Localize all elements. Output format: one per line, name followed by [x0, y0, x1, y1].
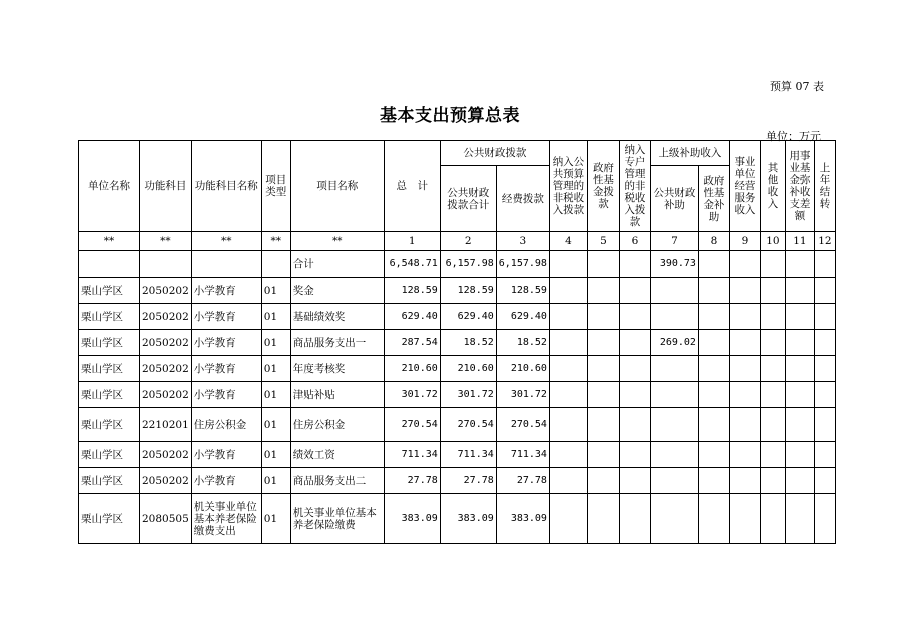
- fund-gap-cell: [785, 442, 814, 468]
- public-fin-total-cell: 711.34: [440, 442, 496, 468]
- other-cell: [760, 304, 785, 330]
- gov-fund-cell: [587, 330, 619, 356]
- header-upper-subsidy: 上级补助收入: [650, 141, 729, 166]
- unit-cell: 栗山学区: [79, 304, 140, 330]
- funding-cell: 128.59: [496, 278, 549, 304]
- operating-cell: [729, 382, 760, 408]
- header-other: 其他收入: [760, 141, 785, 232]
- special-nontax-cell: [619, 408, 650, 442]
- func-name-cell: 小学教育: [191, 468, 261, 494]
- special-nontax-cell: [619, 330, 650, 356]
- unit-cell: 栗山学区: [79, 356, 140, 382]
- total-cell: 27.78: [384, 468, 440, 494]
- unit-cell: 栗山学区: [79, 408, 140, 442]
- upper-gov-fund-cell: [698, 494, 729, 544]
- public-fin-total-cell: 27.78: [440, 468, 496, 494]
- header-total: 总 计: [384, 141, 440, 232]
- index-cell: 3: [496, 232, 549, 251]
- item-type-cell: 01: [261, 382, 290, 408]
- item-type-cell: 01: [261, 408, 290, 442]
- index-cell: **: [140, 232, 192, 251]
- table-row: [79, 408, 836, 442]
- header-public-fin: 公共财政拨款: [440, 141, 549, 166]
- header-func-code: 功能科目: [140, 141, 192, 232]
- func-code-cell: 2050202: [140, 278, 192, 304]
- func-name-cell: 机关事业单位基本养老保险缴费支出: [191, 494, 261, 544]
- item-type-cell: 01: [261, 442, 290, 468]
- operating-cell: [729, 304, 760, 330]
- public-fin-total-cell: 210.60: [440, 356, 496, 382]
- func-name-cell: 小学教育: [191, 382, 261, 408]
- funding-cell: 383.09: [496, 494, 549, 544]
- operating-cell: [729, 442, 760, 468]
- item-name-cell: 商品服务支出一: [290, 330, 384, 356]
- func-name-cell: 小学教育: [191, 278, 261, 304]
- index-cell: 5: [587, 232, 619, 251]
- total-cell: 128.59: [384, 278, 440, 304]
- other-cell: [760, 494, 785, 544]
- upper-public-cell: [650, 468, 698, 494]
- index-cell: 10: [760, 232, 785, 251]
- item-name-cell: 机关事业单位基本养老保险缴费: [290, 494, 384, 544]
- upper-gov-fund-cell: [698, 382, 729, 408]
- unit-label: 单位：万元: [766, 130, 821, 143]
- total-cell-upper-public: 390.73: [650, 251, 698, 278]
- item-type-cell: 01: [261, 278, 290, 304]
- table-row: [79, 382, 836, 408]
- gov-fund-cell: [587, 442, 619, 468]
- public-nontax-cell: [549, 442, 587, 468]
- item-type-cell: 01: [261, 330, 290, 356]
- item-name-cell: 商品服务支出二: [290, 468, 384, 494]
- header-unit-name: 单位名称: [79, 141, 140, 232]
- upper-gov-fund-cell: [698, 356, 729, 382]
- special-nontax-cell: [619, 468, 650, 494]
- upper-public-cell: [650, 304, 698, 330]
- public-nontax-cell: [549, 330, 587, 356]
- index-cell: 6: [619, 232, 650, 251]
- func-name-cell: 小学教育: [191, 442, 261, 468]
- fund-gap-cell: [785, 330, 814, 356]
- funding-cell: 27.78: [496, 468, 549, 494]
- total-cell: 629.40: [384, 304, 440, 330]
- special-nontax-cell: [619, 494, 650, 544]
- table-row: [79, 494, 836, 544]
- index-cell: 1: [384, 232, 440, 251]
- gov-fund-cell: [587, 382, 619, 408]
- func-code-cell: 2050202: [140, 330, 192, 356]
- header-fund-gap: 用事业基金弥补收支差额: [785, 141, 814, 232]
- header-upper-public: 公共财政补助: [650, 166, 698, 232]
- public-nontax-cell: [549, 468, 587, 494]
- func-name-cell: 住房公积金: [191, 408, 261, 442]
- public-nontax-cell: [549, 382, 587, 408]
- func-code-cell: 2210201: [140, 408, 192, 442]
- total-label: 合计: [290, 251, 384, 278]
- index-cell: 11: [785, 232, 814, 251]
- total-cell: 287.54: [384, 330, 440, 356]
- unit-cell: 栗山学区: [79, 330, 140, 356]
- special-nontax-cell: [619, 442, 650, 468]
- fund-gap-cell: [785, 382, 814, 408]
- public-nontax-cell: [549, 408, 587, 442]
- table-row: [79, 356, 836, 382]
- operating-cell: [729, 356, 760, 382]
- index-cell: 9: [729, 232, 760, 251]
- total-cell: 210.60: [384, 356, 440, 382]
- carryover-cell: [814, 494, 835, 544]
- header-funding: 经费拨款: [496, 166, 549, 232]
- table-row: [79, 442, 836, 468]
- upper-public-cell: 269.02: [650, 330, 698, 356]
- carryover-cell: [814, 330, 835, 356]
- func-name-cell: 小学教育: [191, 330, 261, 356]
- func-code-cell: 2050202: [140, 304, 192, 330]
- total-cell-funding: 6,157.98: [496, 251, 549, 278]
- gov-fund-cell: [587, 304, 619, 330]
- upper-public-cell: [650, 382, 698, 408]
- public-fin-total-cell: 301.72: [440, 382, 496, 408]
- item-type-cell: 01: [261, 468, 290, 494]
- header-upper-gov-fund: 政府性基金补助: [698, 166, 729, 232]
- funding-cell: 711.34: [496, 442, 549, 468]
- table-row: [79, 330, 836, 356]
- header-gov-fund: 政府性基金拨款: [587, 141, 619, 232]
- carryover-cell: [814, 408, 835, 442]
- item-name-cell: 住房公积金: [290, 408, 384, 442]
- header-special-nontax: 纳入专户管理的非税收入拨款: [619, 141, 650, 232]
- carryover-cell: [814, 278, 835, 304]
- public-fin-total-cell: 270.54: [440, 408, 496, 442]
- public-fin-total-cell: 128.59: [440, 278, 496, 304]
- table-row: [79, 468, 836, 494]
- total-cell: 301.72: [384, 382, 440, 408]
- index-row: [79, 232, 836, 251]
- upper-gov-fund-cell: [698, 278, 729, 304]
- other-cell: [760, 330, 785, 356]
- funding-cell: 210.60: [496, 356, 549, 382]
- index-cell: 7: [650, 232, 698, 251]
- index-cell: **: [290, 232, 384, 251]
- index-cell: **: [79, 232, 140, 251]
- total-row: [79, 251, 836, 278]
- fund-gap-cell: [785, 356, 814, 382]
- func-code-cell: 2050202: [140, 442, 192, 468]
- upper-gov-fund-cell: [698, 442, 729, 468]
- special-nontax-cell: [619, 382, 650, 408]
- public-nontax-cell: [549, 278, 587, 304]
- fund-gap-cell: [785, 304, 814, 330]
- unit-cell: 栗山学区: [79, 494, 140, 544]
- index-cell: **: [191, 232, 261, 251]
- carryover-cell: [814, 304, 835, 330]
- upper-public-cell: [650, 494, 698, 544]
- item-name-cell: 年度考核奖: [290, 356, 384, 382]
- unit-cell: 栗山学区: [79, 382, 140, 408]
- total-cell: 270.54: [384, 408, 440, 442]
- special-nontax-cell: [619, 278, 650, 304]
- index-cell: 12: [814, 232, 835, 251]
- item-type-cell: 01: [261, 494, 290, 544]
- gov-fund-cell: [587, 468, 619, 494]
- operating-cell: [729, 278, 760, 304]
- carryover-cell: [814, 442, 835, 468]
- item-name-cell: 基础绩效奖: [290, 304, 384, 330]
- gov-fund-cell: [587, 356, 619, 382]
- funding-cell: 629.40: [496, 304, 549, 330]
- operating-cell: [729, 330, 760, 356]
- upper-gov-fund-cell: [698, 304, 729, 330]
- upper-gov-fund-cell: [698, 408, 729, 442]
- index-cell: 4: [549, 232, 587, 251]
- public-nontax-cell: [549, 304, 587, 330]
- gov-fund-cell: [587, 278, 619, 304]
- func-name-cell: 小学教育: [191, 356, 261, 382]
- upper-public-cell: [650, 278, 698, 304]
- item-name-cell: 奖金: [290, 278, 384, 304]
- other-cell: [760, 278, 785, 304]
- upper-public-cell: [650, 408, 698, 442]
- upper-gov-fund-cell: [698, 468, 729, 494]
- func-code-cell: 2050202: [140, 468, 192, 494]
- total-cell-public-fin: 6,157.98: [440, 251, 496, 278]
- funding-cell: 18.52: [496, 330, 549, 356]
- other-cell: [760, 408, 785, 442]
- item-name-cell: 绩效工资: [290, 442, 384, 468]
- upper-public-cell: [650, 442, 698, 468]
- total-cell: 383.09: [384, 494, 440, 544]
- header-public-fin-total: 公共财政拨款合计: [440, 166, 496, 232]
- operating-cell: [729, 468, 760, 494]
- item-type-cell: 01: [261, 304, 290, 330]
- total-cell-total: 6,548.71: [384, 251, 440, 278]
- carryover-cell: [814, 468, 835, 494]
- gov-fund-cell: [587, 408, 619, 442]
- func-code-cell: 2050202: [140, 356, 192, 382]
- header-public-nontax: 纳入公共预算管理的非税收入拨款: [549, 141, 587, 232]
- index-cell: 8: [698, 232, 729, 251]
- form-number: 预算 07 表: [770, 80, 824, 93]
- page-title: 基本支出预算总表: [380, 106, 520, 126]
- func-code-cell: 2080505: [140, 494, 192, 544]
- special-nontax-cell: [619, 304, 650, 330]
- index-cell: 2: [440, 232, 496, 251]
- fund-gap-cell: [785, 494, 814, 544]
- total-cell: 711.34: [384, 442, 440, 468]
- header-func-name: 功能科目名称: [191, 141, 261, 232]
- other-cell: [760, 356, 785, 382]
- fund-gap-cell: [785, 468, 814, 494]
- other-cell: [760, 468, 785, 494]
- index-cell: **: [261, 232, 290, 251]
- header-operating: 事业单位经营服务收入: [729, 141, 760, 232]
- operating-cell: [729, 494, 760, 544]
- header-carryover: 上年结转: [814, 141, 835, 232]
- public-nontax-cell: [549, 494, 587, 544]
- budget-table: [78, 140, 836, 544]
- header-item-name: 项目名称: [290, 141, 384, 232]
- func-code-cell: 2050202: [140, 382, 192, 408]
- gov-fund-cell: [587, 494, 619, 544]
- unit-cell: 栗山学区: [79, 278, 140, 304]
- header-item-type: 项目类型: [261, 141, 290, 232]
- public-nontax-cell: [549, 356, 587, 382]
- table-row: [79, 304, 836, 330]
- item-type-cell: 01: [261, 356, 290, 382]
- public-fin-total-cell: 18.52: [440, 330, 496, 356]
- public-fin-total-cell: 383.09: [440, 494, 496, 544]
- func-name-cell: 小学教育: [191, 304, 261, 330]
- upper-gov-fund-cell: [698, 330, 729, 356]
- other-cell: [760, 382, 785, 408]
- unit-cell: 栗山学区: [79, 468, 140, 494]
- funding-cell: 301.72: [496, 382, 549, 408]
- operating-cell: [729, 408, 760, 442]
- table-row: [79, 278, 836, 304]
- item-name-cell: 津贴补贴: [290, 382, 384, 408]
- unit-cell: 栗山学区: [79, 442, 140, 468]
- carryover-cell: [814, 356, 835, 382]
- other-cell: [760, 442, 785, 468]
- fund-gap-cell: [785, 408, 814, 442]
- carryover-cell: [814, 382, 835, 408]
- upper-public-cell: [650, 356, 698, 382]
- funding-cell: 270.54: [496, 408, 549, 442]
- special-nontax-cell: [619, 356, 650, 382]
- public-fin-total-cell: 629.40: [440, 304, 496, 330]
- fund-gap-cell: [785, 278, 814, 304]
